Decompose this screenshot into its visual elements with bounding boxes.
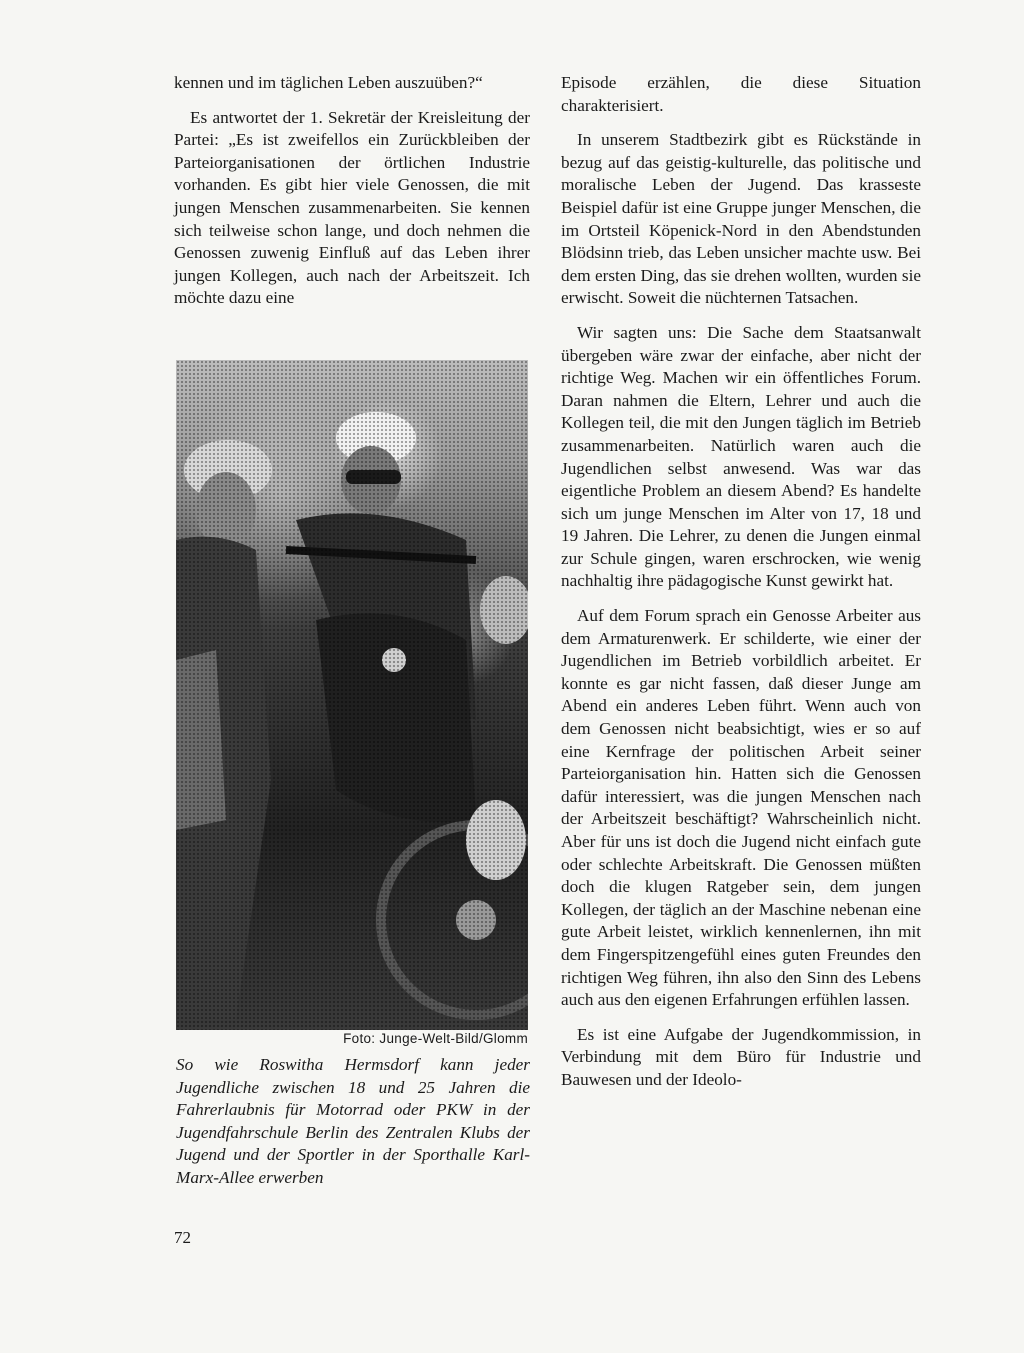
paragraph: Episode erzählen, die diese Situation charakterisiert. xyxy=(561,73,921,115)
photo-motorcycle-riders xyxy=(176,360,528,1030)
paragraph: Wir sagten uns: Die Sache dem Staatsanwalt übergeben wäre zwar der einfache, aber nicht der richtige Weg. Machen wir ein öffentliches Forum. Daran nahmen die Eltern, Lehrer und auch die Kollegen teil, die mit den Jungen täglich im Betrieb zusammenarbeiten. Natürlich waren auch die Jugendlichen selbst anwesend. Was war das eigentliche Problem an diesem Abend? Es handelte sich um junge Menschen im Alter von 17, 18 und 19 Jahren. Die Lehrer, zu denen die Jungen einmal zur Schule gingen, waren erschrocken, wie wenig nachhaltig ihre pädagogische Kunst gewirkt hat. xyxy=(561,322,921,591)
photo-caption: So wie Roswitha Hermsdorf kann jeder Jugendliche zwischen 18 und 25 Jahren die Fahrerlaubnis für Motorrad oder PKW in der Jugendfahrschule Berlin des Zentralen Klubs der Jugend und der Sportler in der Sporthalle Karl-Marx-Allee erwerben xyxy=(176,1055,530,1187)
paragraph: In unserem Stadtbezirk gibt es Rückstände in bezug auf das geistig-kulturelle, das politische und moralische Leben der Jugend. Das krasseste Beispiel dafür ist eine Gruppe junger Menschen, die im Ortsteil Köpenick-Nord in den Abendstunden Blödsinn trieb, das Leben unsicher machte usw. Bei dem ersten Ding, das sie drehen wollten, wurden sie erwischt. Soweit die nüchternen Tatsachen. xyxy=(561,130,921,308)
page-number: 72 xyxy=(174,1228,191,1247)
right-column xyxy=(561,72,921,1104)
left-column xyxy=(174,72,530,322)
paragraph: Auf dem Forum sprach ein Genosse Arbeiter aus dem Armaturenwerk. Er schilderte, wie einer der Jugendlichen im Betrieb vorbildlich arbeitet. Er konnte es gar nicht fassen, daß dieser Junge am Abend ein anderes Leben führt. Wenn auch von dem Genossen nicht beabsichtigt, wies er so auf eine Kernfrage der politischen Arbeit seiner Parteiorganisation hin. Hatten sich die Genossen dafür interessiert, was die jungen Menschen nach der Arbeitszeit beschäftigt? Wahrscheinlich nicht. Aber für uns ist doch die Jugend nicht einfach gute oder schlechte Arbeitskraft. Die Genossen müßten doch die klugen Ratgeber sein, dem jungen Kollegen, der täglich an der Maschine nebenan eine gute Arbeit leistet, wirklich kennenlernen, ihn mit dem Fingerspitzengefühl eines guten Freundes den richtigen Weg führen, ihn also den Sinn des Lebens auch aus den eigenen Erfahrungen erfühlen lassen. xyxy=(561,606,921,1010)
paragraph: Es ist eine Aufgabe der Jugendkommission, in Verbindung mit dem Büro für Industrie und Bauwesen und der Ideolo- xyxy=(561,1024,921,1089)
photo-credit: Foto: Junge-Welt-Bild/Glomm xyxy=(343,1031,528,1046)
photo xyxy=(176,360,528,1030)
paragraph: Es antwortet der 1. Sekretär der Kreisleitung der Partei: „Es ist zweifellos ein Zurückbleiben der Parteiorganisationen der örtlichen Industrie vorhanden. Es gibt hier viele Genossen, die mit jungen Menschen zusammenarbeiten. Sie kennen sich teilweise schon lange, und doch nehmen die Genossen zuwenig Einfluß auf das Leben ihrer jungen Kollegen, auch nach der Arbeitszeit. Ich möchte dazu eine xyxy=(174,107,530,308)
paragraph: kennen und im täglichen Leben auszuüben?“ xyxy=(174,73,483,92)
